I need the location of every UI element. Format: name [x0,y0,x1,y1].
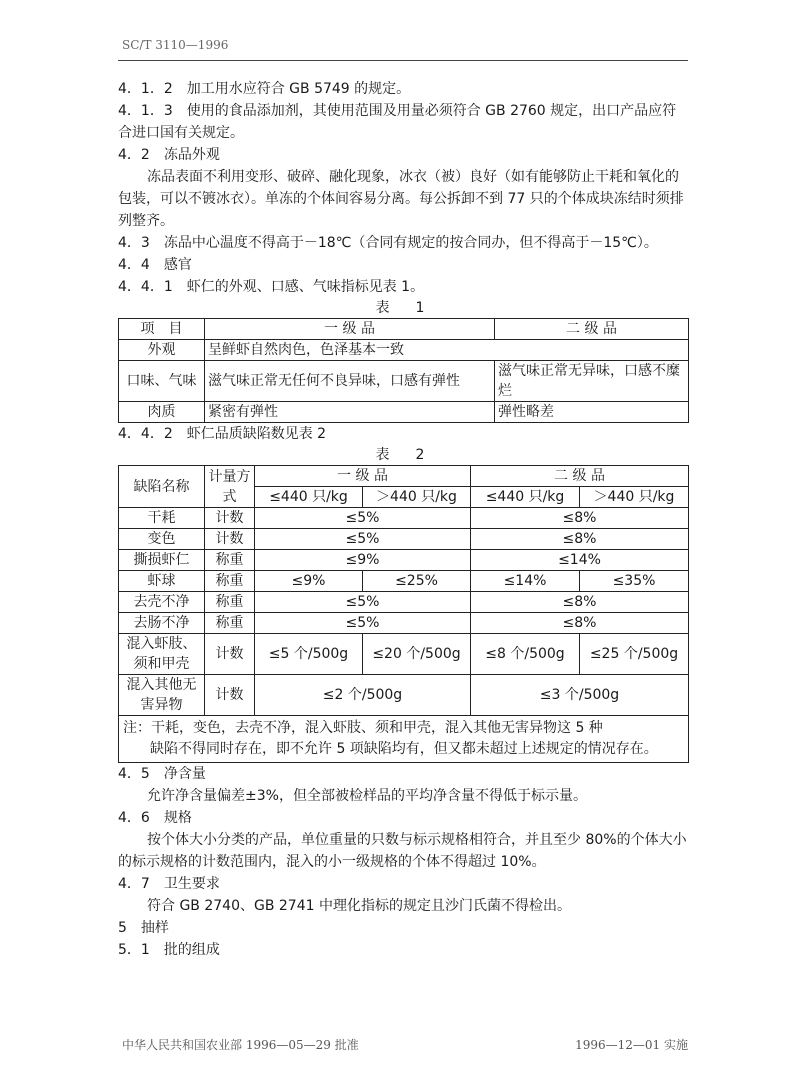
later-clauses [118,763,688,961]
table-2-note-line1: 注：干耗，变色，去壳不净，混入虾肢、须和甲壳，混入其他无害异物这 5 种 [123,720,603,736]
table-1-header-item: 项 目 [119,319,205,340]
clause-4-5: 4．5 净含量 [118,766,206,782]
table-2-row-grade2: ≤8% [471,508,689,529]
clause-4-6-text: 按个体大小分类的产品，单位重量的只数与标示规格相符合，并且至少 80%的个体大小的标示规格的计数范围内，混入的小一级规格的个体不得超过 10%。 [118,832,687,870]
table-2-row-name: 变色 [119,529,205,550]
table-2-note [119,716,689,763]
table-2-row-grade2: ≤14% [471,550,689,571]
standard-code: SC/T 3110—1996 [122,38,229,52]
table-2-row-method: 称重 [205,613,255,634]
clause-4-3: 4．3 冻品中心温度不得高于－18℃（合同有规定的按合同办，但不得高于－15℃）。 [118,235,658,251]
table-2-row-cell: ≤25 个/500g [580,634,689,675]
table-1-row-merged: 呈鲜虾自然肉色，色泽基本一致 [205,340,689,361]
table-1-caption: 表 1 [375,300,431,316]
table-2-row-grade2: ≤3 个/500g [471,675,689,716]
table-2-row-method: 计数 [205,634,255,675]
table-2-caption: 表 2 [375,447,431,463]
table-2-header-name: 缺陷名称 [119,466,205,508]
clause-4-4-1: 4．4．1 虾仁的外观、口感、气味指标见表 1。 [118,279,425,295]
table-2-row-name: 混入虾肢、须和甲壳 [119,634,205,675]
table-2-row-method: 计数 [205,508,255,529]
table-2-row-name: 撕损虾仁 [119,550,205,571]
table-2-row-cell: ≤8 个/500g [471,634,580,675]
table-2-header-method: 计量方式 [205,466,255,508]
table-1-header-grade1: 一 级 品 [205,319,495,340]
table-2-row-cell: ≤5 个/500g [255,634,363,675]
clause-4-4: 4．4 感官 [118,257,192,273]
table-1-row-grade2: 滋气味正常无异味，口感不糜烂 [495,361,689,402]
header-rule [118,60,688,61]
approval-note: 中华人民共和国农业部 1996—05—29 批准 [122,1038,359,1052]
table-2-row-grade1: ≤2 个/500g [255,675,471,716]
clause-4-1-3: 4．1．3 使用的食品添加剂，其使用范围及用量必须符合 GB 2760 规定，出口产品应符合进口国有关规定。 [118,103,677,141]
table-2-header-grade2: 二 级 品 [471,466,689,487]
table-2 [118,465,689,763]
table-1-row-grade1: 滋气味正常无任何不良异味，口感有弹性 [205,361,495,402]
table-2-row-name: 干耗 [119,508,205,529]
table-2-row-method: 计数 [205,529,255,550]
table-1 [118,318,689,423]
table-2-row-grade2: ≤8% [471,613,689,634]
table-2-row-method: 称重 [205,550,255,571]
table-2-row-grade1: ≤9% [255,550,471,571]
table-1-header-grade2: 二 级 品 [495,319,689,340]
table-2-row-name: 虾球 [119,571,205,592]
table-1-row-grade1: 紧密有弹性 [205,402,495,423]
table-2-header-grade1: 一 级 品 [255,466,471,487]
table-2-subheader: ≤440 只/kg [255,487,363,508]
table-2-row-grade1: ≤5% [255,613,471,634]
table-2-note-line2: 缺陷不得同时存在，即不允许 5 项缺陷均有，但又都未超过上述规定的情况存在。 [150,741,658,757]
effective-date: 1996—12—01 实施 [575,1038,688,1052]
table-1-row-item: 肉质 [119,402,205,423]
table-2-row-cell: ≤35% [580,571,689,592]
clause-4-7-text: 符合 GB 2740、GB 2741 中理化指标的规定且沙门氏菌不得检出。 [147,898,571,914]
table-2-row-cell: ≤14% [471,571,580,592]
table-2-row-grade2: ≤8% [471,529,689,550]
clause-4-2-text: 冻品表面不利用变形、破碎、融化现象，冰衣（被）良好（如有能够防止干耗和氧化的包装，可以不镀冰衣）。单冻的个体间容易分离。每公拆卸不到 77 只的个体成块冻结时须排列整齐。 [118,169,684,229]
clause-4-5-text: 允许净含量偏差±3%，但全部被检样品的平均净含量不得低于标示量。 [147,788,587,804]
table-1-row-item: 口味、气味 [119,361,205,402]
table-2-row-method: 称重 [205,571,255,592]
clause-4-4-2: 4．4．2 虾仁品质缺陷数见表 2 [118,426,327,442]
clause-4-7: 4．7 卫生要求 [118,876,220,892]
table-2-row-cell: ≤20 个/500g [363,634,471,675]
clause-4-2: 4．2 冻品外观 [118,147,220,163]
table-1-row-grade2: 弹性略差 [495,402,689,423]
table-2-row-cell: ≤9% [255,571,363,592]
table-2-subheader: ≤440 只/kg [471,487,580,508]
table-2-subheader: ＞440 只/kg [580,487,689,508]
clause-5: 5 抽样 [118,920,169,936]
table-2-row-name: 混入其他无害异物 [119,675,205,716]
clause-4-1-2: 4．1．2 加工用水应符合 GB 5749 的规定。 [118,81,411,97]
document-body [118,78,688,961]
table-2-row-name: 去肠不净 [119,613,205,634]
clause-4-6: 4．6 规格 [118,810,192,826]
table-2-row-grade1: ≤5% [255,508,471,529]
clause-5-1: 5．1 批的组成 [118,942,220,958]
table-2-row-cell: ≤25% [363,571,471,592]
table-2-row-grade2: ≤8% [471,592,689,613]
table-2-row-method: 计数 [205,675,255,716]
table-2-row-grade1: ≤5% [255,592,471,613]
table-1-row-item: 外观 [119,340,205,361]
table-2-row-method: 称重 [205,592,255,613]
table-2-row-name: 去壳不净 [119,592,205,613]
table-2-subheader: ＞440 只/kg [363,487,471,508]
table-2-row-grade1: ≤5% [255,529,471,550]
